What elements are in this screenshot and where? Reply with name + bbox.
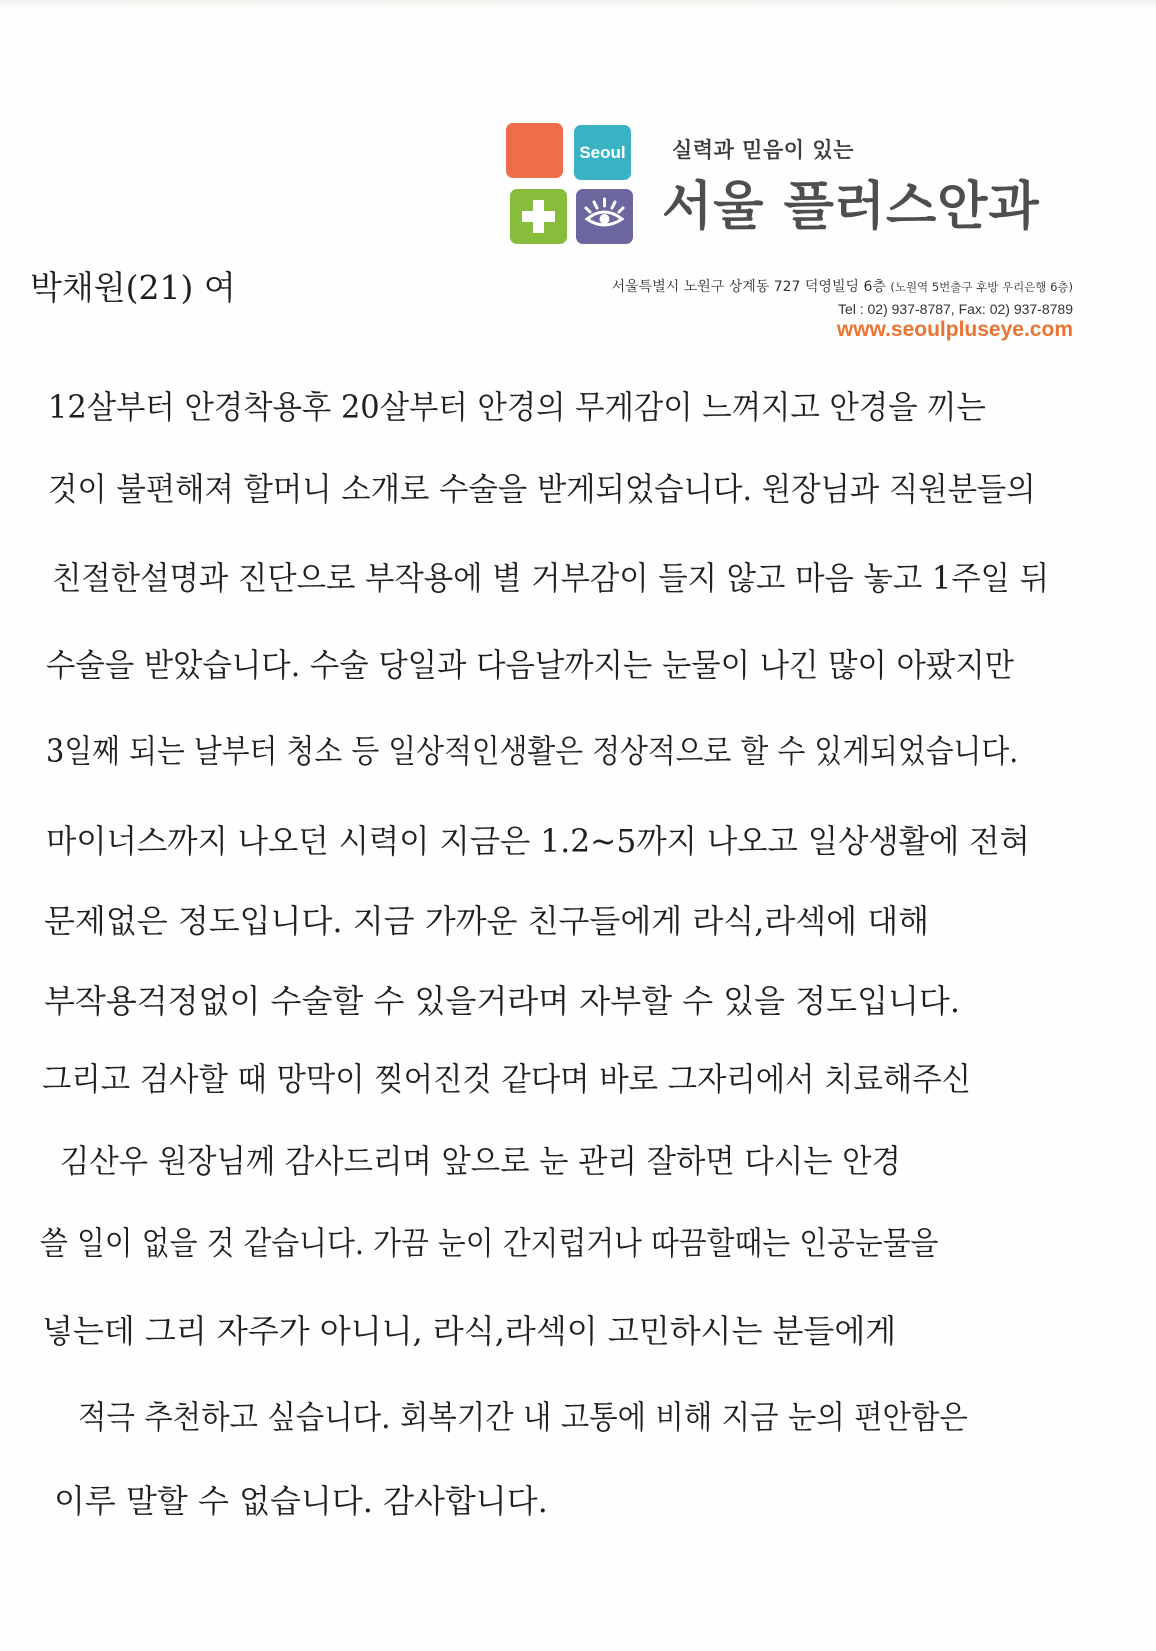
letter-line: 쓸 일이 없을 것 같습니다. 가끔 눈이 간지럽거나 따끔할때는 인공눈물을 [40,1224,939,1262]
logo-tile-plus [510,189,567,244]
logo-tile-text: Seoul [579,143,626,162]
clinic-website: www.seoulpluseye.com [836,318,1073,341]
clinic-logo [506,123,634,246]
clinic-contact: Tel : 02) 937-8787, Fax: 02) 937-8789 [837,301,1073,317]
letter-line: 이루 말할 수 없습니다. 감사합니다. [54,1482,548,1520]
logo-tile-seoul [574,125,631,180]
letter-line: 3일째 되는 날부터 청소 등 일상적인생활은 정상적으로 할 수 있게되었습니다. [46,732,1019,770]
address-note: (노원역 5번출구 후방 우리은행 6층) [890,280,1073,294]
logo-tile-orange [506,123,563,178]
clinic-name: 서울 플러스안과 [662,177,1040,237]
letter-line: 12살부터 안경착용후 20살부터 안경의 무게감이 느껴지고 안경을 끼는 [48,388,986,426]
eye-icon [576,189,633,244]
address-main: 서울특별시 노원구 상계동 727 덕영빌딩 6층 [611,279,886,295]
plus-icon [510,189,567,244]
letter-line: 마이너스까지 나오던 시력이 지금은 1.2~5까지 나오고 일상생활에 전혀 [46,822,1030,860]
paper-edge [0,0,1156,10]
letter-line: 그리고 검사할 때 망막이 찢어진것 같다며 바로 그자리에서 치료해주신 [42,1060,971,1098]
letter-line: 적극 추천하고 싶습니다. 회복기간 내 고통에 비해 지금 눈의 편안함은 [78,1398,968,1436]
clinic-slogan: 실력과 믿음이 있는 [672,138,854,162]
letter-line: 김산우 원장님께 감사드리며 앞으로 눈 관리 잘하면 다시는 안경 [60,1142,901,1180]
letter-line: 넣는데 그리 자주가 아니니, 라식,라섹이 고민하시는 분들에게 [42,1312,897,1350]
clinic-address [612,276,1073,296]
letter-line: 것이 불편해져 할머니 소개로 수술을 받게되었습니다. 원장님과 직원분들의 [48,470,1036,508]
letter-line: 수술을 받았습니다. 수술 당일과 다음날까지는 눈물이 나긴 많이 아팠지만 [46,646,1014,684]
letter-line: 부작용걱정없이 수술할 수 있을거라며 자부할 수 있을 정도입니다. [44,982,961,1020]
logo-tile-eye [576,189,633,244]
letter-line: 문제없은 정도입니다. 지금 가까운 친구들에게 라식,라섹에 대해 [44,902,930,940]
letter-line: 친절한설명과 진단으로 부작용에 별 거부감이 들지 않고 마음 놓고 1주일 뒤 [52,559,1049,597]
writer-name: 박채원(21) 여 [30,268,236,307]
